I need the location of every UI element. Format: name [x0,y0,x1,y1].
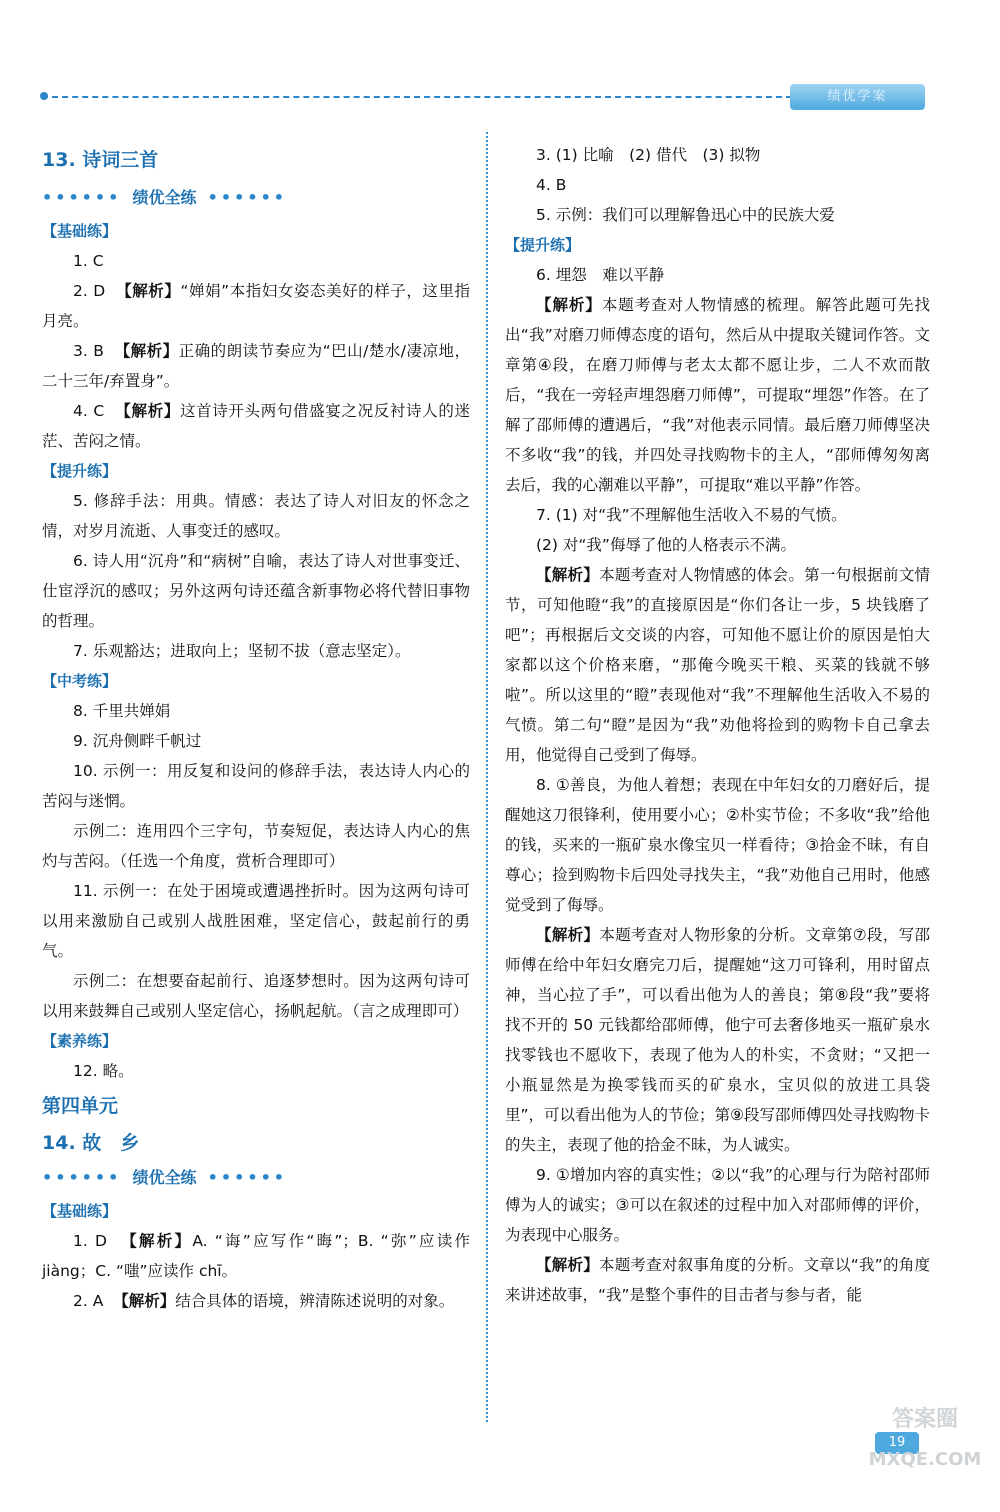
answer-r9: 9. ①增加内容的真实性；②以“我”的心理与行为陪衬邵师傅为人的诚实；③可以在叙述的过程中加入对邵师傅的评价，为表现中心服务。 [505,1166,930,1244]
answer-r7b: (2) 对“我”侮辱了他的人格表示不满。 [536,536,796,554]
left-column [42,140,470,1316]
answer-r5: 5. 示例：我们可以理解鲁迅心中的民族大爱 [536,206,835,224]
answer-r4: 4. B [536,176,567,194]
answer-11b: 示例二：在想要奋起前行、追逐梦想时。因为这两句诗可以用来鼓舞自己或别人坚定信心，扬帆起航。（言之成理即可） [42,972,470,1020]
watermark-bottom: MXQE.COM [868,1449,982,1470]
section-heading: •••••• 绩优全练 •••••• [42,188,288,207]
answer-9: 9. 沉舟侧畔千帆过 [73,732,202,750]
answer-12: 12. 略。 [73,1062,134,1080]
answer-r6: 6. 埋怨 难以平静 [536,266,665,284]
answer-11a: 11. 示例一：在处于困境或遭遇挫折时。因为这两句诗可以用来激励自己或别人战胜困难，坚定信心，鼓起前行的勇气。 [42,882,470,960]
answer-10a: 10. 示例一：用反复和设问的修辞手法，表达诗人内心的苦闷与迷惘。 [42,762,470,810]
column-divider [486,132,488,1422]
page-number: 19 [875,1432,919,1454]
answer-2: 2. D 【解析】“婵娟”本指妇女姿态美好的样子，这里指月亮。 [42,282,470,330]
unit-title: 第四单元 [42,1095,119,1117]
watermark-top: 答案圈 [891,1407,958,1432]
tag-basic: 【基础练】 [42,222,118,240]
answer-7: 7. 乐观豁达；进取向上；坚韧不拔（意志坚定）。 [73,642,411,660]
tag-quality: 【素养练】 [42,1032,118,1050]
answer-r7a: 7. (1) 对“我”不理解他生活收入不易的气愤。 [536,506,847,524]
answer-10b: 示例二：连用四个三字句，节奏短促，表达诗人内心的焦灼与苦闷。（任选一个角度，赏析合理即可） [42,822,470,870]
answer-3: 3. B 【解析】正确的朗读节奏应为“巴山/楚水/凄凉地，二十三年/弃置身”。 [42,342,470,390]
answer-r3: 3. (1) 比喻 (2) 借代 (3) 拟物 [536,146,761,164]
analysis-r9: 【解析】本题考查对叙事角度的分析。文章以“我”的角度来讲述故事，“我”是整个事件的目击者与参与者，能 [505,1256,930,1304]
answer-5: 5. 修辞手法：用典。情感：表达了诗人对旧友的怀念之情，对岁月流逝、人事变迁的感叹。 [42,492,470,540]
section-label: 绩优全练 [132,188,197,207]
answer-8: 8. 千里共婵娟 [73,702,171,720]
answer-g1: 1. D 【解析】A. “诲”应写作“晦”；B. “弥”应读作 jiàng；C. “嗤”应读作 chī。 [42,1232,470,1280]
tag-basic-2: 【基础练】 [42,1202,118,1220]
analysis-r7: 【解析】本题考查对人物情感的体会。第一句根据前文情节，可知他瞪“我”的直接原因是“你们各让一步，5 块钱磨了吧”；再根据后文交谈的内容，可知他不愿让价的原因是怕大家都以这个价格来磨，“那俺今晚买干粮、买菜的钱就不够啦”。所以这里的“瞪”表现他对“我”不理解他生活收入不易的气愤。第二句“瞪”是因为“我”劝他将捡到的购物卡自己拿去用，他觉得自己受到了侮辱。 [505,566,930,764]
section-heading-2: •••••• 绩优全练 •••••• [42,1168,288,1187]
section-label-2: 绩优全练 [132,1168,197,1187]
lesson-title-2: 14. 故 乡 [42,1132,140,1154]
right-column [505,140,930,1310]
answer-4: 4. C 【解析】这首诗开头两句借盛宴之况反衬诗人的迷茫、苦闷之情。 [42,402,470,450]
header-rule [42,96,792,98]
answer-g2: 2. A 【解析】结合具体的语境，辨清陈述说明的对象。 [73,1292,455,1310]
answer-1: 1. C [73,252,104,270]
lesson-title: 13. 诗词三首 [42,149,159,171]
tag-upgrade-right: 【提升练】 [505,236,581,254]
answer-6: 6. 诗人用“沉舟”和“病树”自喻，表达了诗人对世事变迁、仕宦浮沉的感叹；另外这两句诗还蕴含新事物必将代替旧事物的哲理。 [42,552,470,630]
header-tab: 绩优学案 [790,84,925,110]
tag-upgrade: 【提升练】 [42,462,118,480]
answer-r8: 8. ①善良，为他人着想；表现在中年妇女的刀磨好后，提醒她这刀很锋利，使用要小心；②朴实节俭；不多收“我”给他的钱，买来的一瓶矿泉水像宝贝一样看待；③拾金不昧，有自尊心；捡到购物卡后四处寻找失主，“我”劝他自己用时，他感觉受到了侮辱。 [505,776,930,914]
tag-exam: 【中考练】 [42,672,118,690]
analysis-r8: 【解析】本题考查对人物形象的分析。文章第⑦段，写邵师傅在给中年妇女磨完刀后，提醒她“这刀可锋利，用时留点神，当心拉了手”，可以看出他为人的善良；第⑧段“我”要将找不开的 50 元钱都给邵师傅，他宁可去奢侈地买一瓶矿泉水找零钱也不愿收下，表现了他为人的朴实，不贪财；“又把一小瓶显然是为换零钱而买的矿泉水，宝贝似的放进工具袋里”，可以看出他为人的节俭；第⑨段写邵师傅四处寻找购物卡的失主，表现了他的拾金不昧，为人诚实。 [505,926,930,1154]
watermark [860,1400,990,1510]
analysis-r6: 【解析】本题考查对人物情感的梳理。解答此题可先找出“我”对磨刀师傅态度的语句，然后从中提取关键词作答。文章第④段，在磨刀师傅与老太太都不愿让步，二人不欢而散后，“我在一旁轻声埋怨磨刀师傅”，可提取“埋怨”作答。在了解了邵师傅的遭遇后，“我”对他表示同情。最后磨刀师傅坚决不多收“我”的钱，并四处寻找购物卡的主人，“邵师傅匆匆离去后，我的心潮难以平静”，可提取“难以平静”作答。 [505,296,930,494]
